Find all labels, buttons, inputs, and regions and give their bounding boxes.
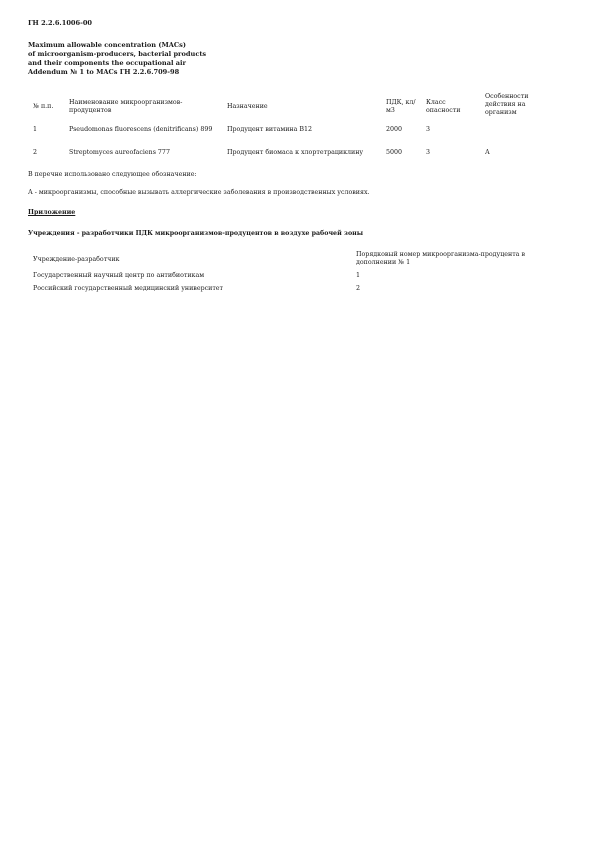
header-institution: Учреждение-разработчик: [33, 256, 120, 263]
header-pdk: ПДК, кл/м3: [386, 99, 416, 114]
row-purpose: Продуцент витамина B12: [227, 126, 313, 133]
table-row-institution: Государственный научный центр по антибиотикам: [33, 272, 205, 279]
row-num: 1: [33, 126, 38, 133]
row-microorganism: Streptomyces aureofaciens 777: [69, 149, 170, 156]
row-num: 2: [33, 149, 38, 156]
header-serial-number: Порядковый номер микроорганизма-продуцента в дополнении № 1: [356, 251, 525, 266]
title-line: of microorganism-producers, bacterial products: [28, 50, 207, 58]
row-hazard-class: 3: [426, 149, 431, 156]
allergen-note: А - микроорганизмы, способные вызывать аллергические заболевания в производственных условиях.: [28, 189, 370, 196]
header-purpose: Назначение: [227, 103, 268, 110]
table-row-number: 1: [356, 272, 361, 279]
header-num: № п.п.: [33, 103, 54, 110]
header-hazard-class: Класс опасности: [426, 99, 461, 114]
table-row-institution: Российский государственный медицинский университет: [33, 285, 224, 292]
table-row-number: 2: [356, 285, 361, 292]
title-line: and their components the occupational air: [28, 59, 187, 67]
title-line: Maximum allowable concentration (MACs): [28, 41, 186, 49]
row-hazard-class: 3: [426, 126, 431, 133]
row-microorganism: Pseudomonas fluorescens (denitrificans) 899: [69, 126, 213, 133]
row-features: А: [485, 149, 490, 156]
row-pdk: 5000: [386, 149, 403, 156]
notation-intro: В перечне использовано следующее обозначение:: [28, 171, 197, 178]
document-title: [28, 41, 206, 77]
document-code: ГН 2.2.6.1006-00: [28, 19, 92, 27]
institutions-title: Учреждения - разработчики ПДК микроорганизмов-продуцентов в воздухе рабочей зоны: [28, 230, 364, 237]
row-pdk: 2000: [386, 126, 403, 133]
header-microorganism: Наименование микроорганизмов-продуцентов: [69, 99, 183, 114]
row-purpose: Продуцент биомаса к хлортетрациклину: [227, 149, 364, 156]
title-line: Addendum № 1 to MACs ГН 2.2.6.709-98: [28, 68, 180, 76]
header-features: Особенности действия на организм: [485, 93, 529, 116]
appendix-title: Приложение: [28, 209, 76, 216]
